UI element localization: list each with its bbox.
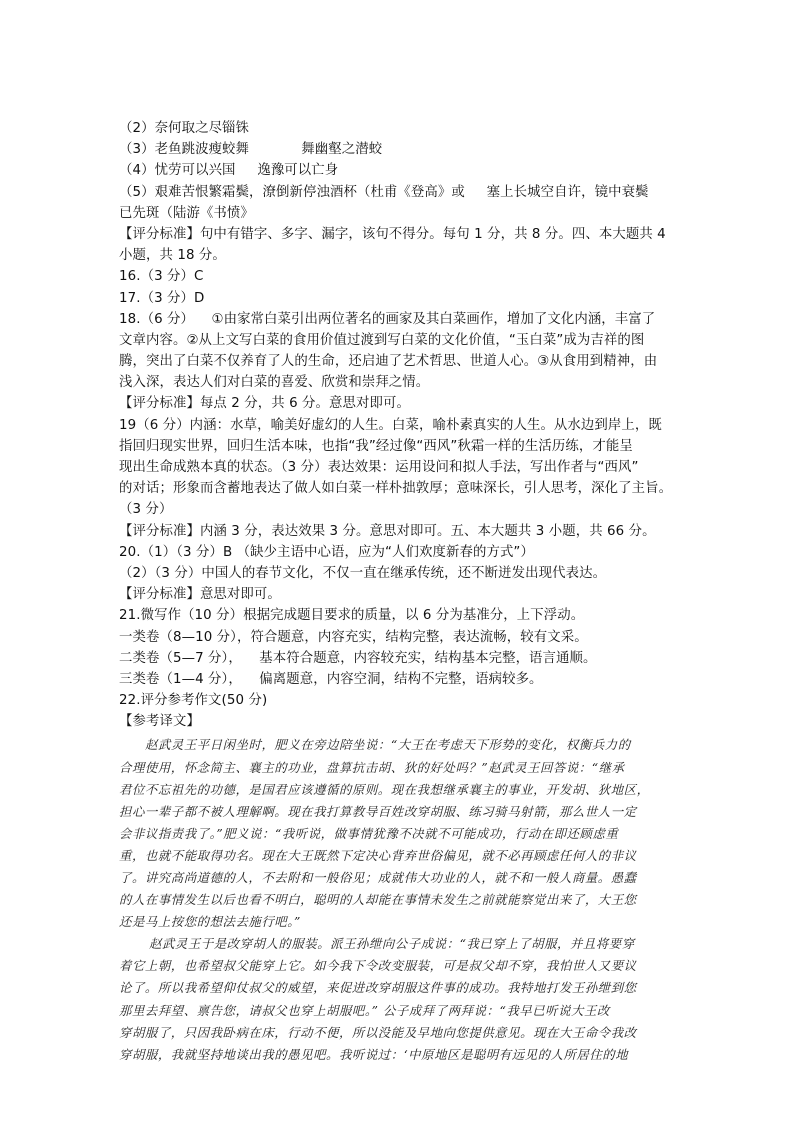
translation-line: 合理使用，怀念简主、襄主的功业，盘算抗击胡、狄的好处吗？”赵武灵王回答说：“继承: [119, 759, 625, 775]
translation-line: 那里去拜望、禀告您，请叔父也穿上胡服吧。” 公子成拜了两拜说：“我早已听说大王改: [119, 1002, 610, 1018]
answer-19-line: 现出生命成熟本真的状态。（3 分）表达效果：运用设问和拟人手法，写出作者与“西风”: [119, 460, 639, 475]
scoring-criteria-line: 【评分标准】每点 2 分，共 6 分。意思对即可。: [119, 396, 410, 412]
grade-tier-line: 三类卷（1—4 分）， 偏离题意，内容空洞，结构不完整，语病较多。: [119, 671, 543, 687]
answer-line: （2）奈何取之尽锱铢: [119, 121, 250, 136]
scoring-criteria-line: 【评分标准】内涵 3 分，表达效果 3 分。意思对即可。五、本大题共 3 小题，共 66 分。: [119, 523, 656, 539]
translation-line: 着它上朝，也希望叔父能穿上它。如今我下令改变服装，可是叔父却不穿，我怕世人又要议: [119, 958, 637, 974]
answer-20-line: （2）（3 分）中国人的春节文化，不仅一直在继承传统，还不断迸发出现代表达。: [119, 565, 607, 581]
answer-18-line: 浅入深，表达人们对白菜的喜爱、欣赏和崇拜之情。: [119, 375, 430, 391]
translation-line: 论了。所以我希望仰仗叔父的威望，来促进改穿胡服这件事的成功。我特地打发王孙绁到您: [119, 980, 637, 996]
translation-line: 穿胡服，我就坚持地谈出我的愚见吧。我听说过：‘中原地区是聪明有远见的人所居住的地: [119, 1046, 629, 1062]
answer-16: 16.（3 分）C: [119, 269, 204, 285]
scoring-criteria-line: 【评分标准】句中有错字、多字、漏字，该句不得分。每句 1 分，共 8 分。四、本大题共 4: [119, 226, 666, 242]
answer-17: 17.（3 分）D: [119, 290, 205, 306]
translation-heading: 【参考译文】: [119, 714, 200, 730]
answer-18-line: 18.（6 分） ①由家常白菜引出两位著名的画家及其白菜画作，增加了文化内涵，丰富了: [119, 311, 656, 327]
answer-line: （4）忧劳可以兴国 逸豫可以亡身: [119, 163, 339, 179]
section-heading-line: 小题，共 18 分。: [119, 248, 226, 264]
document-page: [119, 118, 679, 1066]
answer-line: 已先斑（陆游《书愤》: [119, 205, 254, 221]
translation-line: 了。讲究高尚道德的人，不去附和一般俗见；成就伟大功业的人，就不和一般人商量。愚蠢: [119, 870, 637, 885]
answer-line: （3）老鱼跳波瘦蛟舞 舞幽壑之潜蛟: [119, 142, 383, 158]
grade-tier-line: 二类卷（5—7 分）， 基本符合题意，内容较充实，结构基本完整，语言通顺。: [119, 650, 597, 666]
answer-key-section: [119, 118, 679, 732]
translation-line: 赵武灵王平日闲坐时，肥义在旁边陪坐说：“大王在考虑天下形势的变化，权衡兵力的: [145, 737, 631, 753]
answer-19-line: （3 分）: [119, 502, 173, 518]
answer-line: （5）艰难苦恨繁霜鬓，潦倒新停浊酒杯（杜甫《登高》或 塞上长城空自许，镜中衰鬓: [119, 184, 649, 200]
reference-translation: [119, 734, 679, 1065]
answer-19-line: 19（6 分）内涵：水草，喻美好虚幻的人生。白菜，喻朴素真实的人生。从水边到岸上，既: [119, 417, 662, 433]
translation-line: 的人在事情发生以后也看不明白，聪明的人却能在事情未发生之前就能察觉出来了，大王您: [119, 892, 637, 908]
translation-line: 会非议指责我了。”肥义说：“我听说，做事情犹豫不决就不可能成功，行动在即还顾虑重: [119, 825, 619, 841]
answer-21-line: 21.微写作（10 分）根据完成题目要求的质量，以 6 分为基准分，上下浮动。: [119, 608, 585, 624]
answer-18-line: 文章内容。②从上文写白菜的食用价值过渡到写白菜的文化价值，“玉白菜”成为吉祥的图: [119, 332, 645, 348]
translation-line: 赵武灵王于是改穿胡人的服装。派王孙绁向公子成说：“我已穿上了胡服，并且将要穿: [149, 936, 635, 952]
translation-line: 重，也就不能取得功名。现在大王既然下定决心背弃世俗偏见，就不必再顾虑任何人的非议: [119, 847, 637, 863]
translation-line: 担心一辈子都不被人理解啊。现在我打算教导百姓改穿胡服、练习骑马射箭，那么世人一定: [119, 803, 637, 819]
translation-line: 穿胡服了，只因我卧病在床，行动不便，所以没能及早地向您提供意见。现在大王命令我改: [119, 1024, 637, 1040]
answer-19-line: 指回归现实世界，回归生活本味，也指“我”经过像“西风”秋霜一样的生活历练，才能呈: [119, 438, 633, 454]
answer-22-line: 22.评分参考作文(50 分): [119, 693, 268, 709]
translation-line: 还是马上按您的想法去施行吧。”: [119, 914, 301, 930]
grade-tier-line: 一类卷（8—10 分），符合题意，内容充实，结构完整，表达流畅，较有文采。: [119, 629, 588, 645]
answer-18-line: 腾，突出了白菜不仅养育了人的生命，还启迪了艺术哲思、世道人心。③从食用到精神，由: [119, 354, 658, 370]
translation-line: 君位不忘祖先的功德，是国君应该遵循的原则。现在我想继承襄主的事业，开发胡、狄地区，: [119, 781, 650, 797]
answer-20-line: 20.（1）（3 分）B （缺少主语中心语，应为“人们欢度新春的方式”）: [119, 544, 534, 560]
scoring-criteria-line: 【评分标准】意思对即可。: [119, 587, 281, 603]
answer-19-line: 的对话；形象而含蓄地表达了做人如白菜一样朴拙敦厚；意味深长，引人思考，深化了主旨。: [119, 481, 673, 497]
